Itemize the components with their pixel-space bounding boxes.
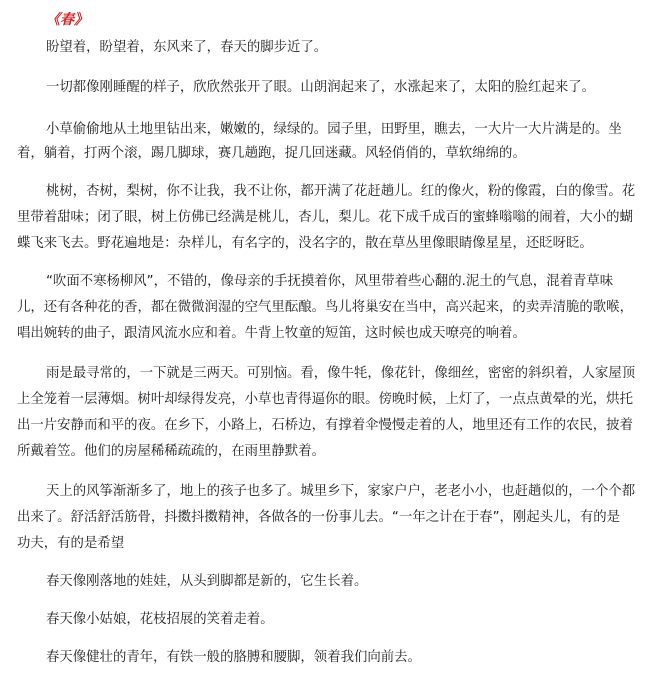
paragraph-6-line-2: 上全笼着一层薄烟。树叶却绿得发亮，小草也青得逼你的眼。傍晚时候，上灯了，一点点黄晕的光，烘托 — [17, 392, 633, 407]
paragraph-1-line-1: 盼望着，盼望着，东风来了，春天的脚步近了。 — [46, 40, 328, 55]
paragraph-7-line-2: 出来了。舒活舒活筋骨，抖擞抖擞精神，各做各的一份事儿去。“一年之计在于春”，刚起头儿，有的是 — [17, 510, 621, 525]
paragraph-10-line-1: 春天像健壮的青年，有铁一般的胳膊和腰脚，领着我们向前去。 — [46, 650, 421, 665]
paragraph-6-line-1: 雨是最寻常的，一下就是三两天。可别恼。看，像牛牦，像花针，像细丝，密密的斜织着，人家屋顶 — [46, 366, 636, 381]
paragraph-5-line-2: 儿，还有各种花的香，都在微微润湿的空气里酝酿。鸟儿将巢安在当中，高兴起来，的卖弄清脆的歌喉， — [17, 300, 633, 315]
paragraph-6-line-3: 出一片安静而和平的夜。在乡下，小路上，石桥边，有撑着伞慢慢走着的人，地里还有工作的农民，披着 — [17, 418, 633, 433]
paragraph-4-line-2: 里带着甜味；闭了眼，树上仿佛已经满是桃儿，杏儿，梨儿。花下成千成百的蜜蜂嗡嗡的闹着，大小的蝴 — [17, 210, 633, 225]
paragraph-4-line-3: 蝶飞来飞去。野花遍地是：杂样儿，有名字的，没名字的，散在草丛里像眼睛像星星，还眨呀眨。 — [17, 236, 593, 251]
paragraph-8-line-1: 春天像刚落地的娃娃，从头到脚都是新的，它生长着。 — [46, 574, 368, 589]
paragraph-9-line-1: 春天像小姑娘，花枝招展的笑着走着。 — [46, 612, 274, 627]
paragraph-4-line-1: 桃树，杏树，梨树，你不让我，我不让你，都开满了花赶趟儿。红的像火，粉的像霞，白的像雪。花 — [46, 184, 636, 199]
paragraph-7-line-3: 功夫，有的是希望 — [17, 536, 125, 551]
paragraph-6-line-4: 所戴着笠。他们的房屋稀稀疏疏的，在雨里静默着。 — [17, 444, 325, 459]
paragraph-5-line-3: 唱出婉转的曲子，跟清风流水应和着。牛背上牧童的短笛，这时候也成天嘹亮的响着。 — [17, 326, 526, 341]
paragraph-3-line-1: 小草偷偷地从土地里钻出来，嫩嫩的，绿绿的。园子里，田野里，瞧去，一大片一大片满是的。坐 — [46, 122, 622, 137]
paragraph-3-line-2: 着，躺着，打两个滚，踢几脚球，赛几趟跑，捉几回迷藏。风轻俏俏的，草软绵绵的。 — [17, 146, 526, 161]
paragraph-5-line-1: “吹面不寒杨柳风”，不错的，像母亲的手抚摸着你，风里带着些心翻的.泥土的气息，混着青草味 — [46, 274, 614, 289]
paragraph-2-line-1: 一切都像刚睡醒的样子，欣欣然张开了眼。山朗润起来了，水涨起来了，太阳的脸红起来了。 — [46, 80, 596, 95]
document-title: 《春》 — [46, 12, 88, 28]
paragraph-7-line-1: 天上的风筝渐渐多了，地上的孩子也多了。城里乡下，家家户户，老老小小，也赶趟似的，一个个都 — [46, 484, 636, 499]
